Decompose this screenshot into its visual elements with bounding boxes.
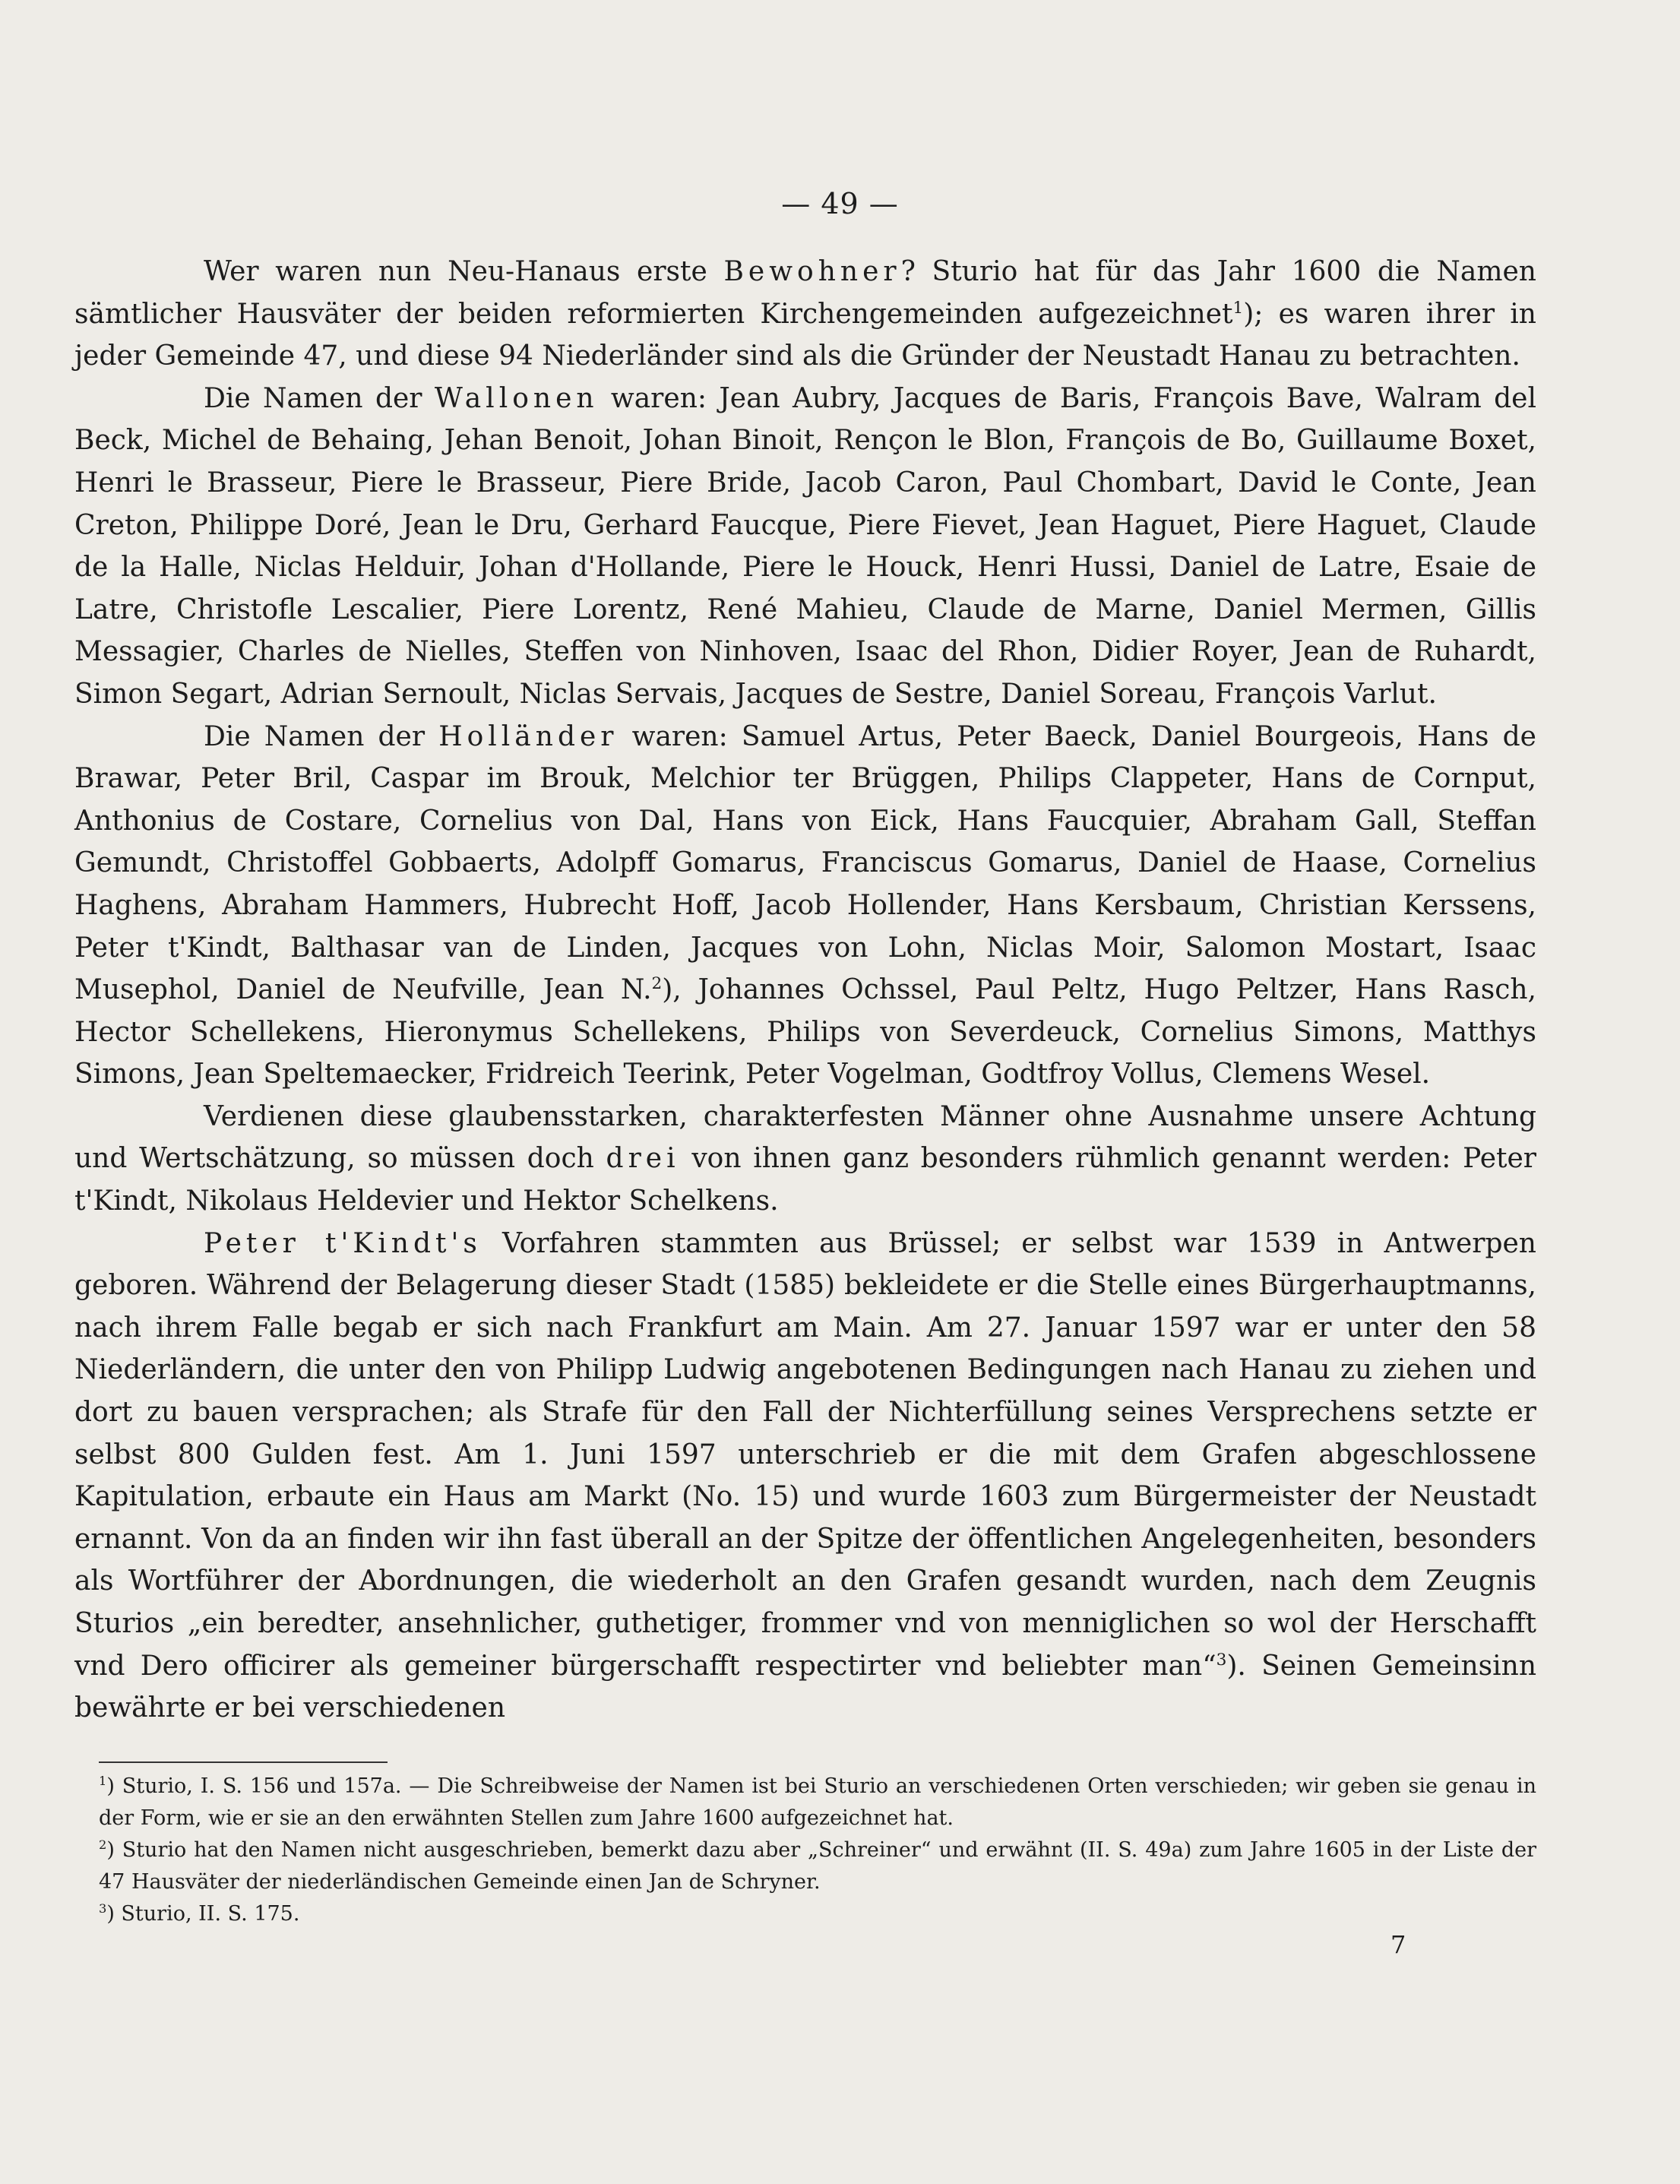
paragraph-intro xyxy=(74,251,1536,378)
text-run: Wer waren nun Neu-Hanaus erste xyxy=(204,256,724,287)
footnote-ref: 3 xyxy=(1216,1650,1227,1670)
text-run: Die Namen der xyxy=(204,382,435,414)
spaced-emphasis: drei xyxy=(606,1143,680,1175)
footnote-ref: 2 xyxy=(651,974,663,994)
spaced-emphasis: Peter t'Kindt's xyxy=(204,1227,482,1259)
text-run: waren: Samuel Artus, Peter Baeck, Daniel Bourgeois, Hans de Brawar, Peter Bril, Caspar im Brouk, Melchior ter Brüggen, Philips Clappeter, Hans de Cornput, Anthonius de Costare, Cornelius von Dal, Hans von Eick, Hans Faucquier, Abraham Gall, Steffan Gemundt, Christoffel Gobbaerts, Adolpff Gomarus, Franciscus Gomarus, Daniel de Haase, Cornelius Haghens, Abraham Hammers, Hubrecht Hoff, Jacob Hollender, Hans Kersbaum, Christian Kerssens, Peter t'Kindt, Balthasar van de Linden, Jacques von Lohn, Niclas Moir, Salomon Mostart, Isaac Musephol, Daniel de Neufville, Jean N. xyxy=(74,720,1536,1006)
text-run: ? Sturio hat für das Jahr 1600 die Namen sämtlicher Hausväter der beiden reformierten Kirchengemeinden aufgezeichnet xyxy=(74,256,1536,330)
spaced-emphasis: Bewohner xyxy=(723,256,901,287)
signature-mark: 7 xyxy=(1391,1930,1406,1959)
footnote-3 xyxy=(99,1898,1536,1930)
text-run: Verdienen diese glaubensstarken, charakterfesten Männer ohne Ausnahme unsere Achtung und Wertschätzung, so müssen doch xyxy=(74,1100,1536,1175)
footnote-divider xyxy=(99,1761,388,1763)
footnote-mark: 1 xyxy=(99,1774,107,1788)
text-run: ), Johannes Ochssel, Paul Peltz, Hugo Peltzer, Hans Rasch, Hector Schellekens, Hieronymus Schellekens, Philips von Severdeuck, Cornelius Simons, Matthys Simons, Jean Speltemaecker, Fridreich Teerink, Peter Vogelman, Godtfroy Vollus, Clemens Wesel. xyxy=(74,974,1536,1090)
paragraph-tkindt xyxy=(74,1223,1536,1730)
footnote-mark: 2 xyxy=(99,1837,107,1852)
footnote-text: ) Sturio, I. S. 156 und 157a. — Die Schreibweise der Namen ist bei Sturio an verschiedenen Orten verschieden; wir geben sie genau in der Form, wie er sie an den erwähnten Stellen zum Jahre 1600 aufgezeichnet hat. xyxy=(99,1774,1536,1830)
main-text xyxy=(74,251,1536,1730)
spaced-emphasis: Wallonen xyxy=(434,382,599,414)
footnotes xyxy=(99,1771,1536,1930)
text-run: von ihnen ganz besonders rühmlich genannt werden: Peter t'Kindt, Nikolaus Heldevier und Hektor Schelkens. xyxy=(74,1143,1537,1217)
text-run: waren: Jean Aubry, Jacques de Baris, François Bave, Walram del Beck, Michel de Behaing, Jehan Benoit, Johan Binoit, Rençon le Blon, François de Bo, Guillaume Boxet, Henri le Brasseur, Piere le Brasseur, Piere Bride, Jacob Caron, Paul Chombart, David le Conte, Jean Creton, Philippe Doré, Jean le Dru, Gerhard Faucque, Piere Fievet, Jean Haguet, Piere Haguet, Claude de la Halle, Niclas Helduir, Johan d'Hollande, Piere le Houck, Henri Hussi, Daniel de Latre, Esaie de Latre, Christofle Lescalier, Piere Lorentz, René Mahieu, Claude de Marne, Daniel Mermen, Gillis Messagier, Charles de Nielles, Steffen von Ninhoven, Isaac del Rhon, Didier Royer, Jean de Ruhardt, Simon Segart, Adrian Sernoult, Niclas Servais, Jacques de Sestre, Daniel Soreau, François Varlut. xyxy=(74,382,1536,710)
footnote-text: ) Sturio hat den Namen nicht ausgeschrieben, bemerkt dazu aber „Schreiner“ und erwähnt (II. S. 49a) zum Jahre 1605 in der Liste der 47 Hausväter der niederländischen Gemeinde einen Jan de Schryner. xyxy=(99,1838,1536,1894)
footnote-2 xyxy=(99,1834,1536,1898)
footnote-mark: 3 xyxy=(99,1901,107,1916)
page-number-header: — 49 — xyxy=(781,187,899,220)
text-run: Vorfahren stammten aus Brüssel; er selbst war 1539 in Antwerpen geboren. Während der Belagerung dieser Stadt (1585) bekleidete er die Stelle eines Bürgerhauptmanns, nach ihrem Falle begab er sich nach Frankfurt am Main. Am 27. Januar 1597 war er unter den 58 Niederländern, die unter den von Philipp Ludwig angebotenen Bedingungen nach Hanau zu ziehen und dort zu bauen versprachen; als Strafe für den Fall der Nichterfüllung seines Versprechens setzte er selbst 800 Gulden fest. Am 1. Juni 1597 unterschrieb er die mit dem Grafen abgeschlossene Kapitulation, erbaute ein Haus am Markt (No. 15) und wurde 1603 zum Bürgermeister der Neustadt ernannt. Von da an finden wir ihn fast überall an der Spitze der öffentlichen Angelegenheiten, besonders als Wortführer der Abordnungen, die wiederholt an den Grafen gesandt wurden, nach dem Zeugnis Sturios „ein beredter, ansehnlicher, guthetiger, frommer vnd von menniglichen so wol der Herschafft vnd Dero officirer als gemeiner bürgerschafft respectirter vnd beliebter man“ xyxy=(74,1227,1536,1682)
text-run: Die Namen der xyxy=(204,720,439,752)
paragraph-wallonen xyxy=(74,378,1536,716)
text-run: ). Seinen Gemeinsinn bewährte er bei verschiedenen xyxy=(74,1650,1537,1724)
text-run: ); es waren ihrer in jeder Gemeinde 47, und diese 94 Niederländer sind als die Gründer der Neustadt Hanau zu betrachten. xyxy=(74,298,1536,372)
paragraph-hollaender xyxy=(74,716,1536,1096)
footnote-text: ) Sturio, II. S. 175. xyxy=(106,1902,300,1926)
spaced-emphasis: Holländer xyxy=(438,720,619,752)
paragraph-verdienen xyxy=(74,1096,1536,1223)
footnote-ref: 1 xyxy=(1232,298,1244,318)
footnote-1 xyxy=(99,1771,1536,1834)
